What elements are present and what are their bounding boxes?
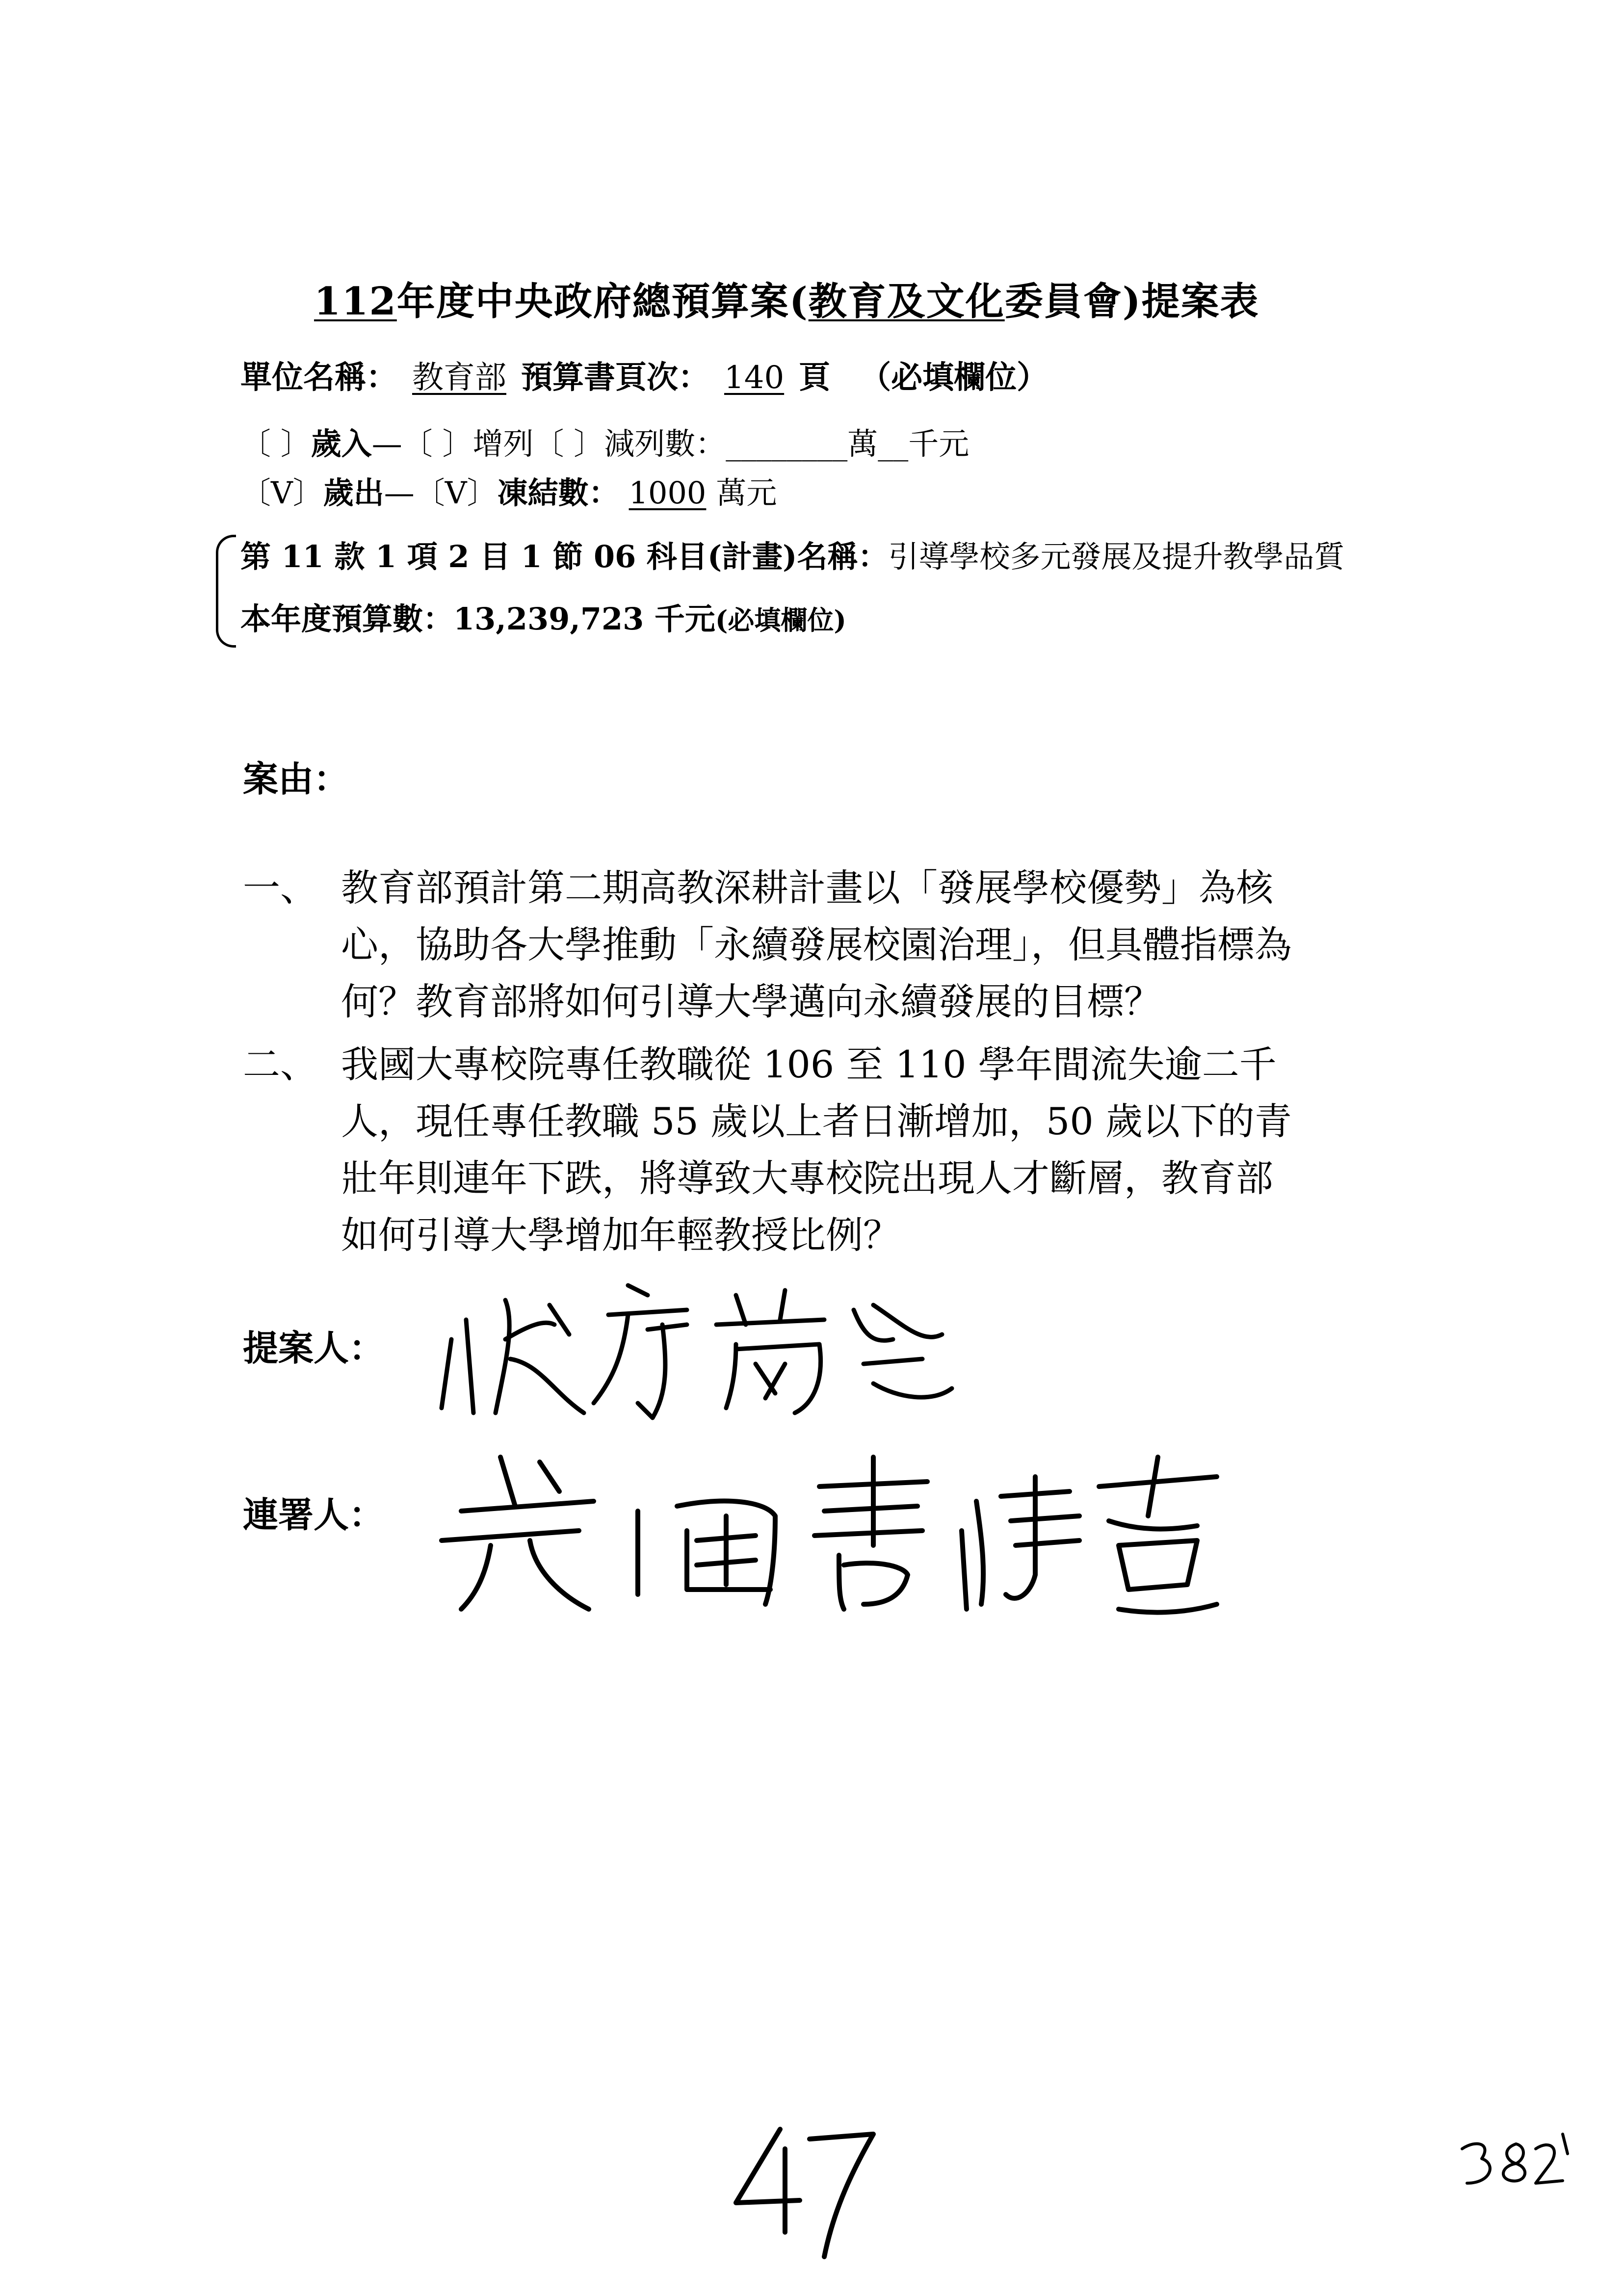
item-line bbox=[240, 532, 1345, 576]
point-line: 我國大專校院專任教職從 106 至 110 學年間流失逾二千 bbox=[341, 1043, 1277, 1086]
unit-value: 教育部 bbox=[412, 360, 506, 396]
title-committee: 教育及文化 bbox=[808, 279, 1005, 324]
form-title bbox=[314, 271, 1259, 326]
decrease-box: 〔 〕 bbox=[533, 426, 604, 462]
point-number: 一、 bbox=[243, 866, 317, 910]
cosigner-signature bbox=[432, 1447, 1236, 1634]
point-line: 壯年則連年下跌，將導致大專校院出現人才斷層，教育部 bbox=[341, 1156, 1273, 1200]
page-value: 140 bbox=[724, 360, 785, 396]
freeze-unit: 萬元 bbox=[716, 475, 777, 511]
expense-label: 歲出 bbox=[323, 475, 384, 511]
unit-label: 單位名稱： bbox=[240, 359, 397, 396]
increase-label: 增列 bbox=[472, 426, 534, 462]
title-mid: 年度中央政府總預算案( bbox=[396, 279, 809, 324]
reason-label: 案由： bbox=[243, 758, 349, 800]
page-label: 預算書頁次： bbox=[521, 359, 709, 396]
freeze-value: 1000 bbox=[629, 475, 707, 511]
amount-note: (必填欄位) bbox=[715, 604, 846, 636]
item-code: 第 11 款 1 項 2 目 1 節 06 科目(計畫)名稱： bbox=[240, 539, 889, 574]
item-name: 引導學校多元發展及提升教學品質 bbox=[888, 539, 1345, 574]
proposer-label: 提案人： bbox=[243, 1327, 385, 1369]
decrease-label: 減列數： bbox=[604, 426, 726, 462]
wan-unit: 萬 bbox=[847, 426, 878, 462]
revenue-label: 歲入 bbox=[311, 426, 372, 462]
unit-line bbox=[240, 352, 1048, 397]
revenue-dash: — bbox=[371, 426, 402, 462]
freeze-label: 凍結數： bbox=[497, 475, 619, 511]
amount-line bbox=[240, 595, 846, 638]
point-line: 如何引導大學增加年輕教授比例？ bbox=[341, 1213, 900, 1257]
thousand-blank: __ bbox=[878, 426, 909, 462]
thousand-unit: 千元 bbox=[908, 426, 969, 462]
expense-box: 〔V〕 bbox=[240, 475, 323, 511]
point-number: 二、 bbox=[243, 1043, 317, 1086]
handwritten-page-number bbox=[726, 2119, 883, 2267]
decrease-blank: ________ bbox=[726, 426, 848, 462]
expense-dash: — bbox=[384, 475, 415, 511]
item-bracket bbox=[216, 535, 236, 648]
point-line: 人，現任專任教職 55 歲以上者日漸增加，50 歲以下的青 bbox=[341, 1099, 1292, 1143]
point-line: 教育部預計第二期高教深耕計畫以「發展學校優勢」為核 bbox=[341, 866, 1273, 910]
handwritten-corner-number bbox=[1452, 2124, 1570, 2193]
proposer-signature bbox=[432, 1266, 996, 1442]
freeze-box: 〔V〕 bbox=[414, 475, 498, 511]
title-tail: 委員會)提案表 bbox=[1004, 279, 1259, 324]
revenue-box: 〔 〕 bbox=[240, 426, 311, 462]
required-note: （必填欄位） bbox=[860, 359, 1048, 396]
increase-box: 〔 〕 bbox=[402, 426, 473, 462]
point-body bbox=[341, 860, 1292, 1030]
point-line: 何？教育部將如何引導大學邁向永續發展的目標？ bbox=[341, 980, 1161, 1023]
point-body bbox=[341, 1036, 1292, 1264]
title-year: 112 bbox=[314, 279, 397, 324]
expense-line bbox=[240, 469, 777, 512]
revenue-line bbox=[240, 419, 969, 463]
amount-label: 本年度預算數：13,239,723 千元 bbox=[240, 601, 715, 637]
point-line: 心，協助各大學推動「永續發展校園治理」，但具體指標為 bbox=[341, 923, 1292, 966]
cosigner-label: 連署人： bbox=[243, 1494, 385, 1536]
page-unit: 頁 bbox=[799, 359, 831, 396]
